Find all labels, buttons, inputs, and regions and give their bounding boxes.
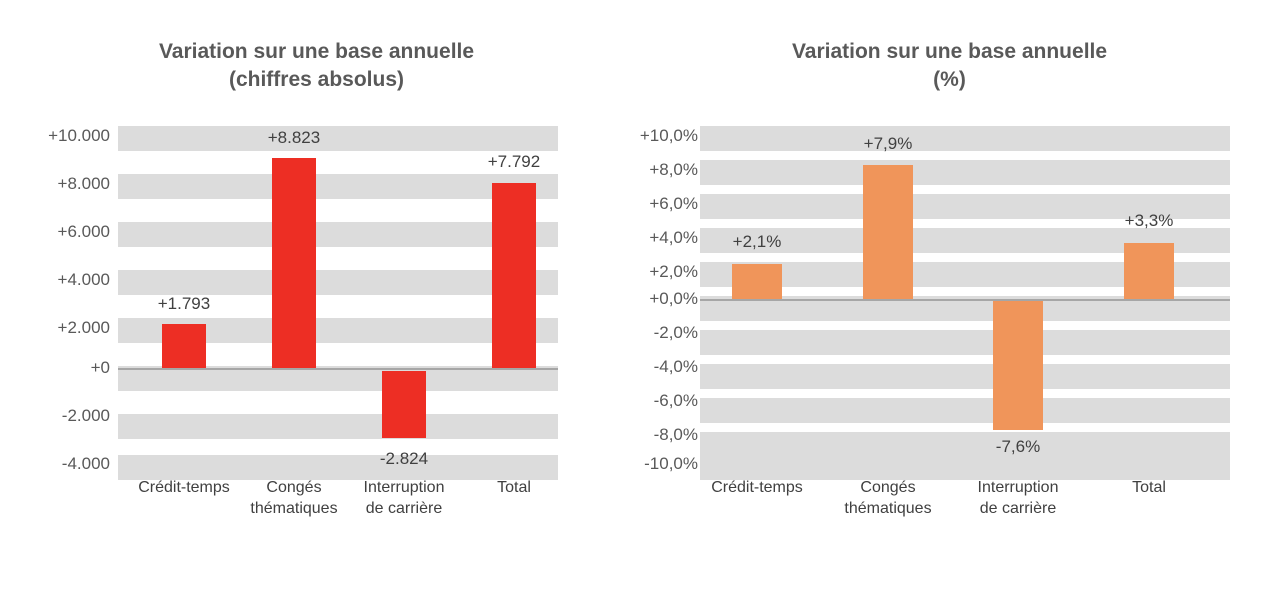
grid-band	[700, 126, 1230, 151]
category-label-total	[444, 477, 584, 498]
ytick-label: +8.000	[57, 174, 110, 193]
bar-conges-thematiques	[272, 158, 316, 369]
category-label-line: Crédit-temps	[711, 479, 803, 496]
ytick-label: +4.000	[57, 270, 110, 289]
ytick-label: -8,0%	[653, 425, 698, 444]
bar-credit-temps	[732, 264, 782, 299]
category-label-conges-thematiques	[818, 477, 958, 519]
grid-band	[700, 160, 1230, 185]
category-label-total	[1079, 477, 1219, 498]
ytick-label: +4,0%	[649, 228, 698, 247]
bar-credit-temps	[162, 324, 206, 369]
category-label-line: de carrière	[979, 500, 1057, 517]
category-label-line: thématiques	[844, 500, 932, 517]
category-label-line: Congés	[860, 479, 916, 496]
bar-value-label: +1.793	[157, 294, 211, 313]
ytick-label: +10.000	[48, 126, 110, 145]
ytick-label: +0	[90, 358, 110, 377]
grid-band	[700, 398, 1230, 423]
category-label-line: Interruption	[977, 479, 1059, 496]
ytick-label: +10,0%	[639, 126, 698, 145]
bar-conges-thematiques	[863, 165, 913, 299]
category-label-line: Congés	[266, 479, 322, 496]
category-label-credit-temps	[687, 477, 827, 498]
category-label-line: de carrière	[365, 500, 443, 517]
category-label-line: Interruption	[363, 479, 445, 496]
bar-total	[492, 183, 536, 369]
category-label-line: Total	[497, 479, 531, 496]
zero-axis-line	[700, 299, 1230, 301]
chart-absolute-plot	[0, 0, 633, 593]
bar-value-label: +7.792	[487, 152, 541, 171]
bar-value-label: +3,3%	[1124, 211, 1174, 230]
chart-percent-plot	[633, 0, 1266, 593]
ytick-label: -6,0%	[653, 391, 698, 410]
chart-percent-title-line1: Variation sur une base annuelle	[791, 40, 1108, 63]
ytick-label: +8,0%	[649, 160, 698, 179]
chart-absolute-title-line2: (chiffres absolus)	[228, 68, 405, 91]
category-label-interruption-carriere	[948, 477, 1088, 519]
bar-value-label: +7,9%	[863, 134, 913, 153]
ytick-label: -2.000	[61, 406, 110, 425]
ytick-label: -10,0%	[644, 454, 698, 473]
ytick-label: +0,0%	[649, 289, 698, 308]
zero-axis-line	[118, 368, 558, 370]
bar-total	[1124, 243, 1174, 299]
bar-interruption-carriere	[382, 371, 426, 438]
chart-percent-title-line2: (%)	[933, 68, 966, 91]
ytick-label: -2,0%	[653, 323, 698, 342]
ytick-label: -4.000	[61, 454, 110, 473]
category-label-line: thématiques	[250, 500, 338, 517]
bar-value-label: +2,1%	[732, 232, 782, 251]
grid-band	[700, 330, 1230, 355]
grid-band	[118, 414, 558, 439]
ytick-label: +6.000	[57, 222, 110, 241]
grid-band	[700, 364, 1230, 389]
bar-interruption-carriere	[993, 301, 1043, 430]
chart-absolute	[0, 0, 633, 593]
ytick-label: +2.000	[57, 318, 110, 337]
chart-percent	[633, 0, 1266, 593]
category-label-line: Crédit-temps	[138, 479, 230, 496]
bar-value-label: +8.823	[267, 128, 321, 147]
bar-value-label: -2.824	[379, 449, 429, 468]
ytick-label: +2,0%	[649, 262, 698, 281]
ytick-label: +6,0%	[649, 194, 698, 213]
bar-value-label: -7,6%	[995, 437, 1041, 456]
ytick-label: -4,0%	[653, 357, 698, 376]
chart-absolute-title-line1: Variation sur une base annuelle	[158, 40, 475, 63]
category-label-line: Total	[1132, 479, 1166, 496]
